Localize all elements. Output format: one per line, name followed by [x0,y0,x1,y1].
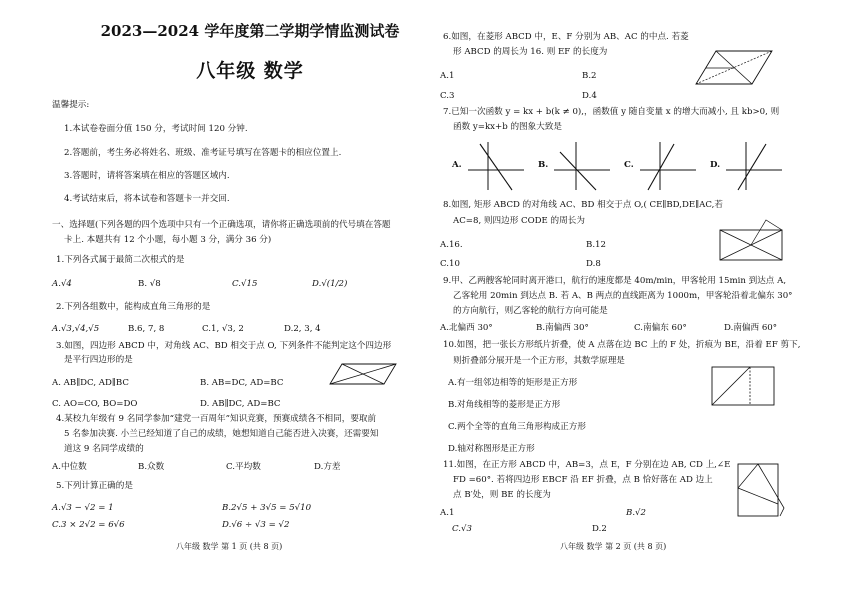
q1-stem: 1.下列各式属于最简二次根式的是 [56,255,185,265]
q9-option-b: B.南偏西 30° [536,323,589,333]
notice-item: 4.考试结束后，将本试卷和答题卡一并交回. [64,194,230,204]
q11-option-c: C.√3 [452,524,472,534]
parallelogram-figure [328,362,398,388]
q10-option-c: C.两个全等的直角三角形构成正方形 [448,422,586,432]
q5-stem: 5.下列计算正确的是 [56,481,133,491]
section-heading: 一、选择题(下列各题的四个选项中只有一个正确选项，请你将正确选项前的代号填在答题 [52,220,391,230]
q9-option-c: C.南偏东 60° [634,323,687,333]
q5-option-a: A.√3 − √2 = 1 [52,503,114,513]
folding-rectangle-figure [708,364,778,410]
q2-option-d: D.2, 3, 4 [284,324,321,334]
q8-option-a: A.16. [440,240,463,250]
q6-option-c: C.3 [440,91,455,101]
q5-option-b: B.2√5 + 3√5 = 5√10 [222,503,312,513]
q10-stem: 10.如图，把一张长方形纸片折叠，使 A 点落在边 BC 上的 F 处，折痕为 BE，沿着 EF 剪下, [443,340,801,350]
q7-graph-c [638,140,700,192]
q11-stem: FD =60°. 若将四边形 EBCF 沿 EF 折叠，点 B 恰好落在 AD 边上 [453,475,713,485]
q7-stem: 函数 y=kx+b 的图象大致是 [453,122,563,132]
q9-option-d: D.南偏西 60° [724,323,778,333]
q7-graph-d [724,140,786,192]
q4-stem: 4.某校九年级有 9 名同学参加“建党一百周年”知识竞赛，预赛成绩各不相同，要取前 [56,414,377,424]
q4-option-a: A.中位数 [52,462,87,472]
q2-option-a: A.√3,√4,√5 [52,324,100,334]
q9-stem: 乙客轮用 20min 到达点 B. 若 A、B 两点的直线距离为 1000m，甲客轮沿着北偏东 30° [453,291,793,301]
q2-option-b: B.6, 7, 8 [128,324,165,334]
q11-option-b: B.√2 [626,508,646,518]
q8-option-d: D.8 [586,259,601,269]
q6-stem: 6.如图，在菱形 ABCD 中，E、F 分别为 AB、AC 的中点. 若菱 [443,32,689,42]
page-title: 2023—2024 学年度第二学期学情监测试卷 [100,22,400,40]
q10-stem: 则折叠部分展开是一个正方形，其数学原理是 [453,356,625,366]
q11-option-a: A.1 [440,508,455,518]
q7-option-a: A. [452,160,462,170]
q11-stem: 11.如图，在正方形 ABCD 中，AB=3，点 E，F 分别在边 AB, CD 上,∠E [443,460,731,470]
q6-stem: 形 ABCD 的周长为 16. 则 EF 的长度为 [453,47,608,57]
q2-stem: 2.下列各组数中，能构成直角三角形的是 [56,302,211,312]
q11-stem: 点 B′处，则 BE 的长度为 [453,490,551,500]
q3-option-c: C. AO=CO, BO=DO [52,399,138,409]
q2-option-c: C.1, √3, 2 [202,324,244,334]
page-footer-left: 八年级 数学 第 1 页 (共 8 页) [176,542,283,551]
notice-item: 3.答题时，请将答案填在相应的答题区域内. [64,171,230,181]
q10-option-a: A.有一组邻边相等的矩形是正方形 [448,378,578,388]
notice-item: 2.答题前，考生务必将姓名、班级、准考证号填写在答题卡的相应位置上. [64,148,342,158]
q7-option-d: D. [710,160,721,170]
q5-option-d: D.√6 ÷ √3 = √2 [222,520,290,530]
q9-option-a: A.北偏西 30° [440,323,493,333]
q1-option-b: B. √8 [138,279,161,289]
q3-option-d: D. AB∥DC, AD=BC [200,399,281,409]
notice-item: 1.本试卷卷面分值 150 分，考试时间 120 分钟. [64,124,248,134]
q3-option-b: B. AB=DC, AD=BC [200,378,284,388]
square-fold-figure [732,458,792,520]
q1-option-c: C.√15 [232,279,258,289]
q8-option-c: C.10 [440,259,460,269]
q4-stem: 道这 9 名同学成绩的 [64,444,144,454]
q7-graph-b [552,140,614,192]
q6-option-b: B.2 [582,71,597,81]
q11-option-d: D.2 [592,524,607,534]
q7-option-c: C. [624,160,634,170]
q6-option-d: D.4 [582,91,597,101]
q9-stem: 9.甲、乙两艘客轮同时离开港口，航行的速度都是 40m/min，甲客轮用 15min 到达点 A, [443,276,787,286]
q7-option-b: B. [538,160,549,170]
q3-option-a: A. AB∥DC, AD∥BC [52,378,129,388]
q3-stem: 是平行四边形的是 [64,355,133,365]
q8-stem: AC=8, 则四边形 CODE 的周长为 [453,216,585,226]
q10-option-d: D.轴对称图形是正方形 [448,444,535,454]
q1-option-d: D.√(1/2) [312,279,348,289]
q4-stem: 5 名参加决赛. 小兰已经知道了自己的成绩，她想知道自己能否进入决赛，还需要知 [64,429,379,439]
q10-option-b: B.对角线相等的菱形是正方形 [448,400,561,410]
rectangle-figure [716,218,786,264]
q4-option-c: C.平均数 [226,462,261,472]
section-heading: 卡上. 本题共有 12 个小题，每小题 3 分，满分 36 分) [64,235,272,245]
q7-graph-a [466,140,528,192]
q9-stem: 的方向航行，则乙客轮的航行方向可能是 [453,306,608,316]
q6-option-a: A.1 [440,71,455,81]
q3-stem: 3.如图，四边形 ABCD 中，对角线 AC、BD 相交于点 O, 下列条件不能判定这个四边形 [56,341,392,351]
q8-option-b: B.12 [586,240,606,250]
rhombus-figure [694,48,776,88]
notice-heading: 温馨提示: [52,100,90,110]
q4-option-d: D.方差 [314,462,341,472]
page-footer-right: 八年级 数学 第 2 页 (共 8 页) [560,542,667,551]
q4-option-b: B.众数 [138,462,165,472]
page-subtitle: 八年级 数学 [196,60,304,82]
q8-stem: 8.如图, 矩形 ABCD 的对角线 AC、BD 相交于点 O,( CE∥BD,DE∥AC,若 [443,200,723,210]
q1-option-a: A.√4 [52,279,72,289]
q7-stem: 7.已知一次函数 y = kx + b(k ≠ 0),，函数值 y 随自变量 x 的增大而减小, 且 kb>0, 则 [443,107,780,117]
q5-option-c: C.3 × 2√2 = 6√6 [52,520,125,530]
